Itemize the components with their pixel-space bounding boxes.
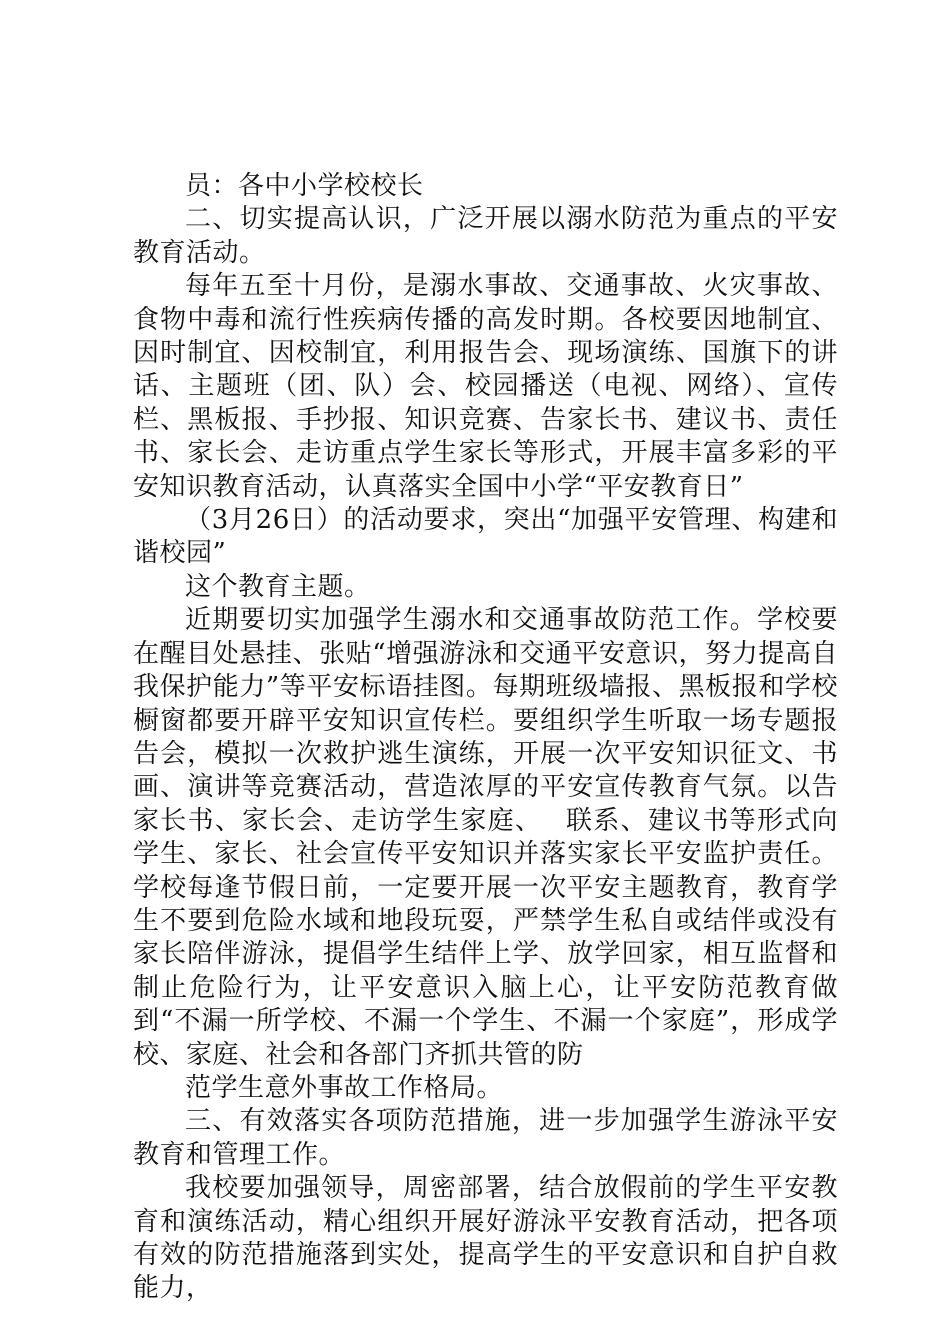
paragraph-section-three-heading: 三、有效落实各项防范措施，进一步加强学生游泳平安教育和管理工作。 xyxy=(133,1106,838,1170)
paragraph-leadership: 我校要加强领导，周密部署，结合放假前的学生平安教育和演练活动，精心组织开展好游泳平安教育活动，把各项有效的防范措施落到实处，提高学生的平安意识和自护自救能力， xyxy=(133,1173,838,1304)
paragraph-recipients: 员：各中小学校校长 xyxy=(185,171,424,201)
paragraph-activity-requirement: （3月26日）的活动要求，突出“加强平安管理、构建和谐校园” xyxy=(133,505,838,569)
paragraph-prevention-work: 近期要切实加强学生溺水和交通事故防范工作。学校要在醒目处悬挂、张贴“增强游泳和交通平安意识，努力提高自我保护能力”等平安标语挂图。每期班级墙报、黑板报和学校橱窗都要开辟平安知识宣传栏。要组织学生听取一场专题报告会，模拟一次救护逃生演练，开展一次平安知识征文、书画、演讲等竞赛活动，营造浓厚的平安宣传教育气氛。以告家长书、家长会、走访学生家庭、 联系、建议书等形式向学生、家长、社会宣传平安知识并落实家长平安监护责任。学校每逢节假日前，一定要开展一次平安主题教育，教育学生不要到危险水域和地段玩耍，严禁学生私自或结伴或没有家长陪伴游泳，提倡学生结伴上学、放学回家，相互监督和制止危险行为，让平安意识入脑上心，让平安防范教育做到“不漏一所学校、不漏一个学生、不漏一个家庭”，形成学校、家庭、社会和各部门齐抓共管的防 xyxy=(133,605,838,1070)
paragraph-education-theme: 这个教育主题。 xyxy=(185,571,371,602)
document-body xyxy=(133,170,838,1306)
paragraph-work-pattern: 范学生意外事故工作格局。 xyxy=(185,1072,504,1103)
paragraph-section-two-heading: 二、切实提高认识，广泛开展以溺水防范为重点的平安教育活动。 xyxy=(133,204,838,268)
paragraph-high-risk-period: 每年五至十月份，是溺水事故、交通事故、火灾事故、食物中毒和流行性疾病传播的高发时期。各校要因地制宜、因时制宜、因校制宜，利用报告会、现场演练、国旗下的讲话、主题班（团、队）会、校园播送（电视、网络）、宣传栏、黑板报、手抄报、知识竞赛、告家长书、建议书、责任书、家长会、走访重点学生家长等形式，开展丰富多彩的平安知识教育活动，认真落实全国中小学“平安教育日” xyxy=(133,271,838,502)
